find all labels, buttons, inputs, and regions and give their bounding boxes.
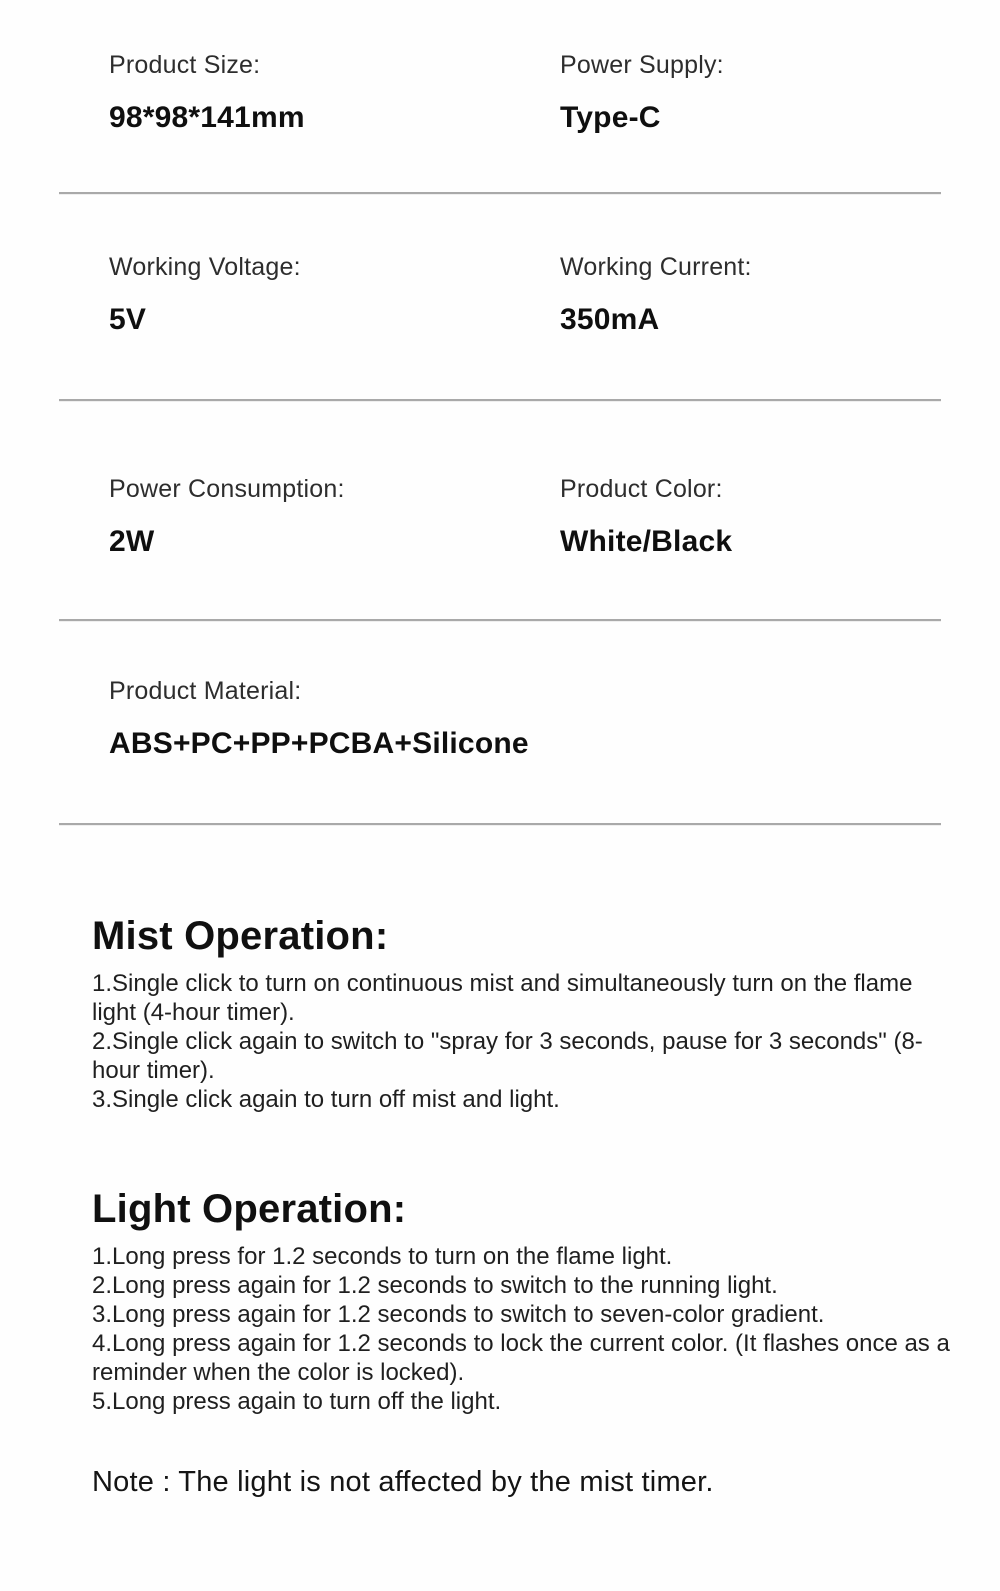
spec-cell-product-size (109, 50, 560, 136)
mist-operation-step: 2.Single click again to switch to "spray for 3 seconds, pause for 3 seconds" (8-hour timer). (92, 1028, 923, 1084)
spec-cell-product-material (109, 676, 560, 762)
working-current-label: Working Current: (560, 253, 752, 281)
spec-cell-product-color (560, 474, 941, 560)
light-operation-step: 4.Long press again for 1.2 seconds to lock the current color. (It flashes once as a reminder when the color is locked). (92, 1330, 950, 1386)
product-size-value: 98*98*141mm (109, 101, 305, 134)
working-current-value: 350mA (560, 303, 660, 336)
spec-row-material (59, 621, 941, 823)
power-consumption-value: 2W (109, 525, 155, 558)
product-color-label: Product Color: (560, 475, 723, 503)
product-size-label: Product Size: (109, 51, 261, 79)
product-material-label: Product Material: (109, 677, 302, 705)
power-supply-label: Power Supply: (560, 51, 724, 79)
spec-row-size-power (59, 0, 941, 192)
mist-operation-heading: Mist Operation: (92, 914, 389, 958)
spec-cell-power-consumption (109, 474, 560, 560)
spec-cell-working-current (560, 252, 941, 338)
power-consumption-label: Power Consumption: (109, 475, 345, 503)
spec-row-voltage-current (59, 194, 941, 399)
light-operation-step: 5.Long press again to turn off the light. (92, 1388, 502, 1415)
mist-operation-list (92, 969, 956, 1114)
mist-operation-step: 1.Single click to turn on continuous mist and simultaneously turn on the flame light (4-hour timer). (92, 970, 913, 1026)
note-text: Note : The light is not affected by the mist timer. (92, 1466, 714, 1498)
light-operation-step: 2.Long press again for 1.2 seconds to switch to the running light. (92, 1272, 778, 1299)
light-operation-heading: Light Operation: (92, 1187, 407, 1231)
operations-area (0, 913, 1000, 1500)
light-operation-list (92, 1242, 956, 1416)
power-supply-value: Type-C (560, 101, 661, 134)
product-material-value: ABS+PC+PP+PCBA+Silicone (109, 727, 529, 760)
spec-cell-working-voltage (109, 252, 560, 338)
mist-operation-step: 3.Single click again to turn off mist and light. (92, 1086, 560, 1113)
spec-cell-power-supply (560, 50, 941, 136)
light-operation-step: 3.Long press again for 1.2 seconds to switch to seven-color gradient. (92, 1301, 825, 1328)
product-color-value: White/Black (560, 525, 733, 558)
divider (59, 823, 941, 825)
working-voltage-value: 5V (109, 303, 147, 336)
spec-cell-empty (560, 676, 941, 762)
light-operation-step: 1.Long press for 1.2 seconds to turn on the flame light. (92, 1243, 673, 1270)
spec-row-consumption-color (59, 401, 941, 619)
mist-operation-section (92, 913, 956, 1114)
working-voltage-label: Working Voltage: (109, 253, 301, 281)
light-operation-section (92, 1186, 956, 1416)
